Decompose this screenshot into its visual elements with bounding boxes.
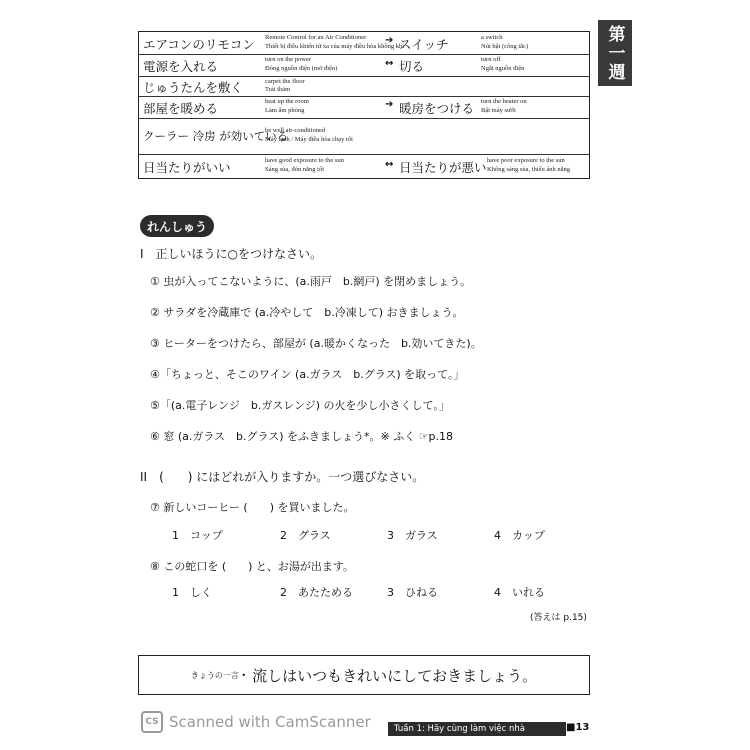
- answer-reference: (答えは p.15): [530, 613, 587, 623]
- vocab-english: be well air-conditioned: [265, 127, 326, 134]
- vocab-vietnamese: Máy lạnh / Máy điều hòa chạy tốt: [265, 136, 353, 143]
- question-8: ⑧ この蛇口を ( ) と、お湯が出ます。: [150, 560, 355, 573]
- question-7: ⑦ 新しいコーヒー ( ) を買いました。: [150, 501, 355, 514]
- vocab-vietnamese: Đóng nguồn điện (mở điện): [265, 65, 338, 72]
- vocab-row: [139, 154, 589, 178]
- double-arrow-icon: ↔: [385, 58, 394, 69]
- daily-phrase-label: きょうの一言 •: [190, 670, 247, 680]
- daily-phrase-text: 流しはいつもきれいにしておきましょう。: [252, 666, 538, 685]
- question-3: ③ ヒーターをつけたら、部屋が (a.暖かくなった b.効いてきた)。: [150, 337, 482, 350]
- vocab-english: turn on the power: [265, 56, 312, 63]
- question-4: ④「ちょっと、そこのワイン (a.ガラス b.グラス) を取って。」: [150, 368, 465, 381]
- choice-7-1: 1 コップ: [172, 529, 223, 542]
- watermark-text: Scanned with CamScanner: [169, 713, 371, 731]
- vocab-row: [139, 54, 589, 77]
- vocab-related-term: 日当たりが悪い: [399, 160, 487, 175]
- question-1: ① 虫が入ってこないように、(a.雨戸 b.網戸) を閉めましょう。: [150, 275, 472, 288]
- vocab-row: [139, 76, 589, 97]
- vocab-related-vietnamese: Ngắt nguồn điện: [481, 65, 525, 72]
- right-arrow-icon: ➔: [385, 35, 394, 46]
- choice-8-4: 4 いれる: [494, 586, 545, 599]
- vocab-related-english: turn the heater on: [481, 98, 527, 105]
- choice-7-4: 4 カップ: [494, 529, 545, 542]
- double-arrow-icon: ↔: [385, 159, 394, 170]
- choice-7-2: 2 グラス: [280, 529, 331, 542]
- week-tab: 第一週: [598, 20, 632, 86]
- vocab-english: Remote Control for an Air Conditioner: [265, 34, 367, 41]
- vocab-related-english: have poor exposure to the sun: [487, 157, 565, 164]
- vocab-term: クーラー 冷房 が効いている: [143, 129, 289, 143]
- footer-chapter-bar: Tuần 1: Hãy cùng làm việc nhà: [388, 722, 566, 736]
- choice-8-3: 3 ひねる: [387, 586, 438, 599]
- vocab-related-english: a switch: [481, 34, 503, 41]
- vocab-english: have good exposure to the sun: [265, 157, 344, 164]
- vocab-term: 電源を入れる: [143, 59, 219, 74]
- right-arrow-icon: ➔: [385, 99, 394, 110]
- vocab-table: [138, 31, 590, 179]
- vocab-row: [139, 96, 589, 119]
- vocab-related-term: 暖房をつける: [399, 101, 475, 116]
- vocab-vietnamese: Làm ấm phòng: [265, 107, 305, 114]
- question-6: ⑥ 窓 (a.ガラス b.グラス) をふきましょう*。※ ふく ☞p.18: [150, 430, 454, 443]
- practice-badge: れんしゅう: [140, 215, 214, 237]
- daily-phrase-box: [138, 655, 590, 695]
- vocab-vietnamese: Sáng sủa, đón nắng tốt: [265, 166, 325, 173]
- vocab-term: 部屋を暖める: [143, 101, 219, 116]
- vocab-english: heat up the room: [265, 98, 309, 105]
- vocab-related-vietnamese: Nút bật (công tắc): [481, 43, 529, 50]
- vocab-term: じゅうたんを敷く: [143, 80, 244, 95]
- vocab-english: carpet the floor: [265, 78, 305, 85]
- vocab-term: 日当たりがいい: [143, 160, 231, 175]
- choice-7-3: 3 ガラス: [387, 529, 438, 542]
- camscanner-logo-icon: CS: [141, 711, 163, 733]
- vocab-related-term: 切る: [399, 59, 425, 74]
- question-2: ② サラダを冷蔵庫で (a.冷やして b.冷凍して) おきましょう。: [150, 306, 464, 319]
- vocab-related-vietnamese: Không sáng sủa, thiếu ánh nắng: [487, 166, 571, 173]
- choice-8-1: 1 しく: [172, 586, 212, 599]
- vocab-related-term: スイッチ: [399, 37, 449, 52]
- camscanner-watermark: [141, 711, 371, 733]
- page-number: ■13: [566, 722, 590, 733]
- section2-title: II ( ) にはどれが入りますか。一つ選びなさい。: [140, 470, 425, 484]
- section1-title: I 正しいほうに○をつけなさい。: [140, 247, 323, 261]
- vocab-related-vietnamese: Bật máy sưởi: [481, 107, 516, 114]
- choice-8-2: 2 あたためる: [280, 586, 353, 599]
- vocab-related-english: turn off: [481, 56, 501, 63]
- vocab-vietnamese: Thiết bị điều khiển từ xa của máy điều hòa không khí: [265, 43, 405, 50]
- vocab-vietnamese: Trải thảm: [265, 86, 291, 93]
- vocab-row: [139, 118, 589, 155]
- vocab-row: [139, 32, 589, 55]
- vocab-term: エアコンのリモコン: [143, 37, 255, 52]
- question-5: ⑤「(a.電子レンジ b.ガスレンジ) の火を少し小さくして。」: [150, 399, 450, 412]
